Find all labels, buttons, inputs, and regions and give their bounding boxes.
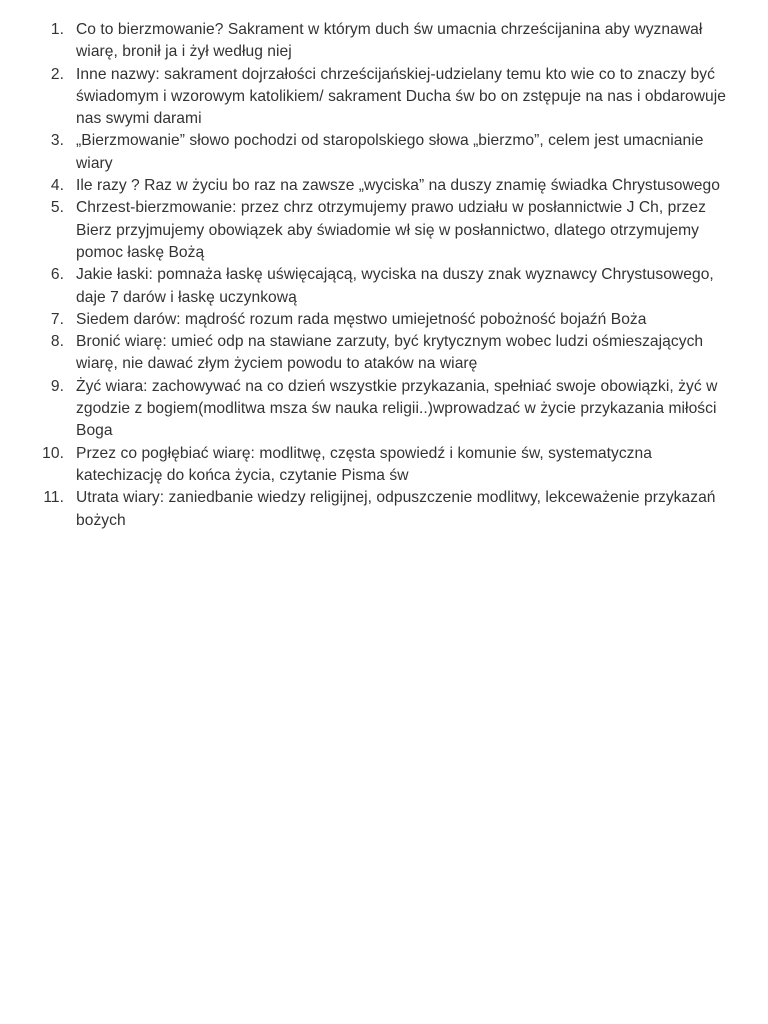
list-item [0, 264, 760, 309]
list-item-number: 3. [50, 132, 64, 150]
list-item-number: 1. [50, 21, 64, 38]
list-item [0, 64, 760, 131]
list-item [0, 376, 760, 443]
list-item-number: 9. [50, 377, 64, 395]
list-item-text: Bronić wiarę: umieć odp na stawiane zarzuty, być krytycznym wobec ludzi ośmieszających wiarę, nie dawać złym życiem powodu to ataków na wiarę [76, 333, 704, 373]
list-item-text: Inne nazwy: sakrament dojrzałości chrześcijańskiej-udzielany temu kto wie co to znaczy być świadomym i wzorowym katolikiem/ sakrament Ducha św bo on zstępuje na nas i obdarowuje nas swymi darami [76, 65, 726, 128]
list-item [0, 19, 760, 64]
list-item [0, 331, 760, 376]
list-item-number: 10. [42, 444, 64, 462]
list-item-text: Żyć wiara: zachowywać na co dzień wszystkie przykazania, spełniać swoje obowiązki, żyć w zgodzie z bogiem(modlitwa msza św nauka religii..)wprowadzać w życie przykazania miłości Boga [76, 377, 718, 440]
list-item [0, 487, 760, 532]
list-item [0, 197, 760, 264]
list-item [0, 309, 760, 331]
list-item-number: 4. [50, 177, 64, 195]
list-item-text: Przez co pogłębiać wiarę: modlitwę, częsta spowiedź i komunie św, systematyczna katechizację do końca życia, czytanie Pisma św [76, 444, 652, 484]
list-item [0, 130, 760, 175]
list-item-text: Co to bierzmowanie? Sakrament w którym duch św umacnia chrześcijanina aby wyznawał wiarę, bronił ja i żył według niej [76, 21, 703, 61]
list-item-number: 7. [50, 310, 64, 328]
list-item-text: Siedem darów: mądrość rozum rada męstwo umiejetność pobożność bojaźń Boża [76, 310, 647, 328]
list-item-number: 11. [43, 489, 64, 507]
list-item [0, 175, 760, 197]
list-item-text: „Bierzmowanie” słowo pochodzi od staropolskiego słowa „bierzmo”, celem jest umacnianie wiary [76, 132, 704, 172]
list-item-number: 8. [50, 333, 64, 351]
list-item-text: Chrzest-bierzmowanie: przez chrz otrzymujemy prawo udziału w posłannictwie J Ch, przez Bierz przyjmujemy obowiązek aby świadomie wł się w posłannictwo, dlatego otrzymujemy pomoc łaskę Bożą [76, 199, 707, 261]
list-item [0, 443, 760, 488]
list-item-number: 2. [50, 65, 64, 83]
numbered-list [0, 19, 760, 532]
list-item-number: 6. [50, 266, 64, 284]
list-item-text: Ile razy ? Raz w życiu bo raz na zawsze „wyciska” na duszy znamię świadka Chrystusowego [76, 177, 720, 195]
list-item-text: Jakie łaski: pomnaża łaskę uświęcającą, wyciska na duszy znak wyznawcy Chrystusowego, daje 7 darów i łaskę uczynkową [76, 266, 714, 306]
list-item-text: Utrata wiary: zaniedbanie wiedzy religijnej, odpuszczenie modlitwy, lekceważenie przykazań bożych [76, 489, 716, 529]
list-item-number: 5. [50, 199, 64, 217]
